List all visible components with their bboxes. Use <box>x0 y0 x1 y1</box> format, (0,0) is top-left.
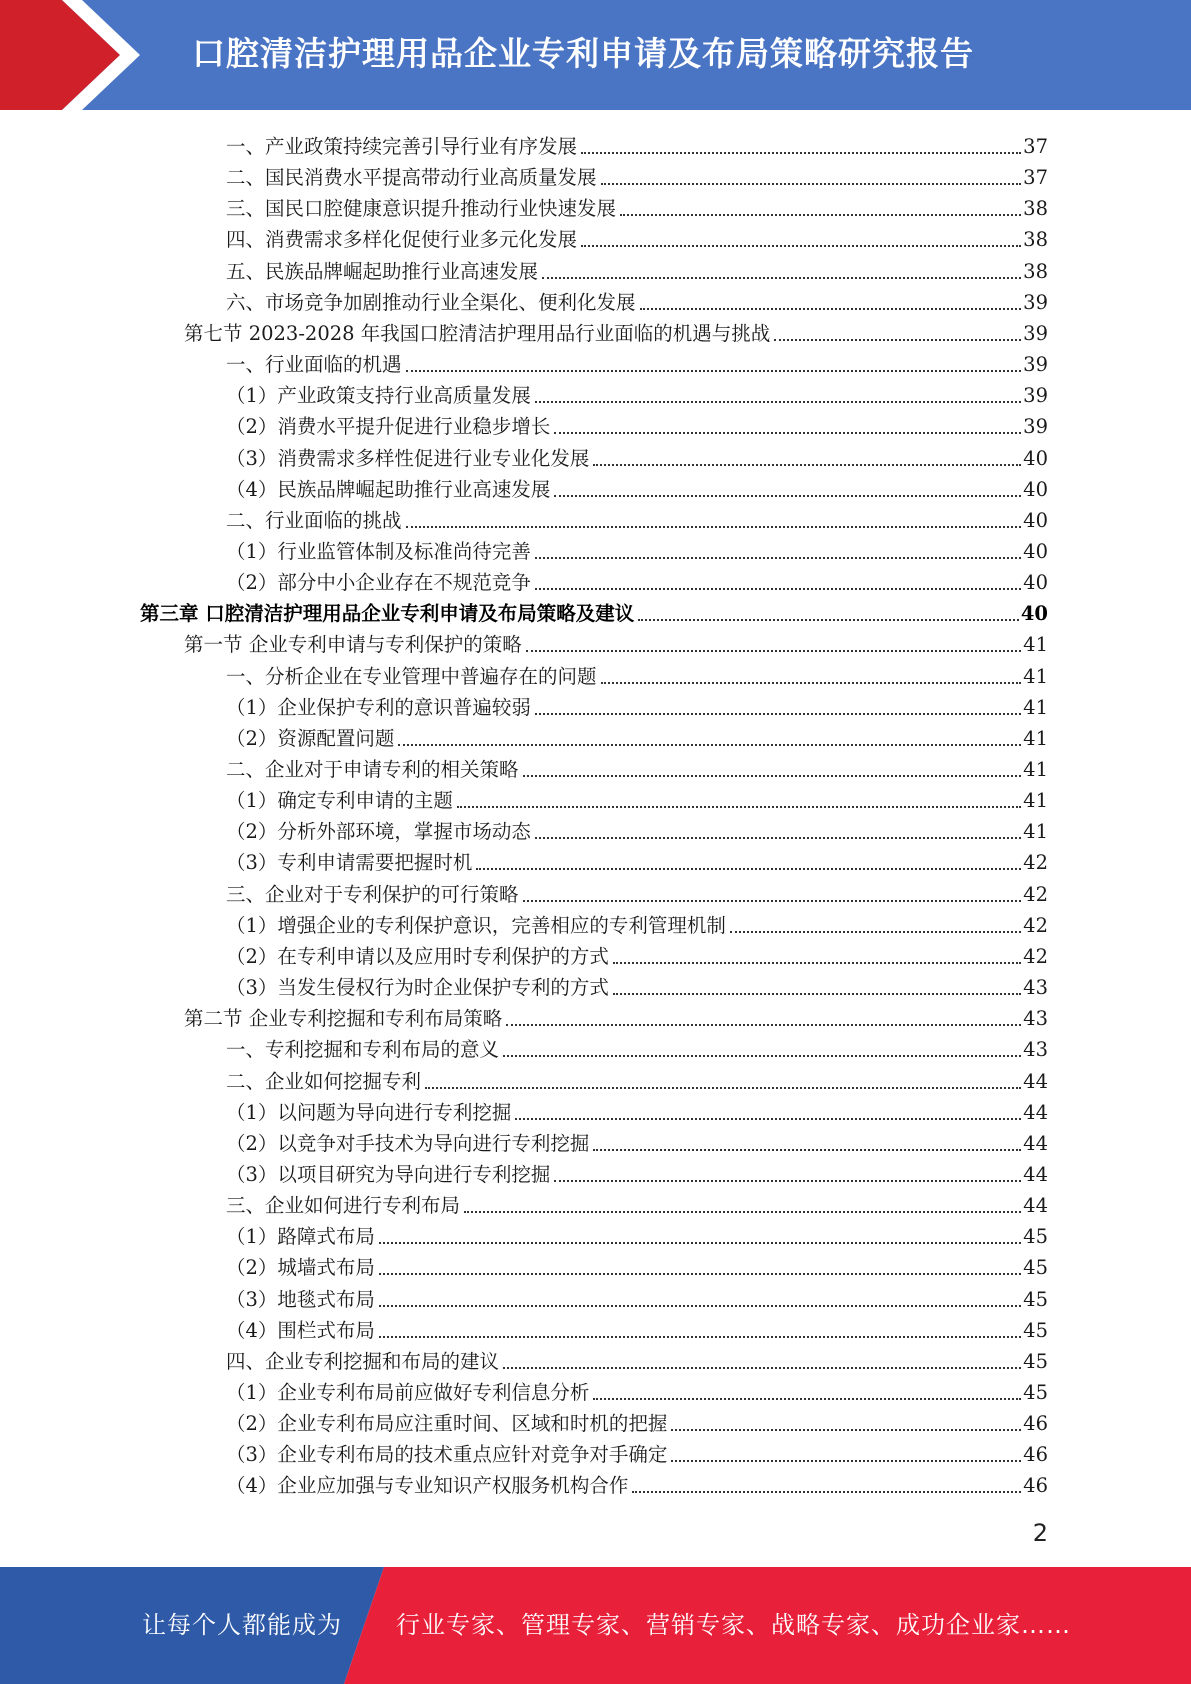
toc-entry[interactable] <box>226 720 1048 751</box>
toc-entry-title: 六、市场竞争加剧推动行业全渠化、便利化发展 <box>226 290 636 314</box>
footer-slogan-right: 行业专家、管理专家、营销专家、战略专家、成功企业家…… <box>396 1611 1071 1639</box>
toc-entry-page: 46 <box>1023 1474 1048 1498</box>
toc-entry[interactable] <box>226 1281 1048 1312</box>
toc-dot-leader <box>601 182 1022 185</box>
toc-entry-title: 一、分析企业在专业管理中普遍存在的问题 <box>226 664 597 688</box>
toc-dot-leader <box>523 774 1022 777</box>
toc-entry-title: （2）城墙式布局 <box>226 1256 375 1280</box>
toc-dot-leader <box>406 525 1022 528</box>
toc-entry[interactable] <box>226 1249 1048 1280</box>
toc-entry[interactable] <box>226 471 1048 502</box>
toc-entry-page: 40 <box>1023 539 1048 563</box>
toc-entry-page: 38 <box>1023 228 1048 252</box>
toc-entry-page: 44 <box>1023 1131 1048 1155</box>
toc-dot-leader <box>601 681 1022 684</box>
toc-entry[interactable] <box>226 1063 1048 1094</box>
toc-entry[interactable] <box>226 128 1048 159</box>
toc-dot-leader <box>613 992 1021 995</box>
toc-dot-leader <box>379 1304 1021 1307</box>
toc-entry-title: （2）分析外部环境，掌握市场动态 <box>226 820 531 844</box>
page-footer <box>0 1567 1191 1684</box>
toc-entry[interactable] <box>226 1374 1048 1405</box>
toc-dot-leader <box>640 307 1022 310</box>
toc-entry-title: 三、国民口腔健康意识提升推动行业快速发展 <box>226 197 617 221</box>
toc-dot-leader <box>593 1148 1021 1151</box>
toc-entry[interactable] <box>226 533 1048 564</box>
toc-entry-page: 41 <box>1023 726 1048 750</box>
toc-entry-title: （1）产业政策支持行业高质量发展 <box>226 384 531 408</box>
toc-entry[interactable] <box>226 969 1048 1000</box>
toc-entry-page: 41 <box>1023 820 1048 844</box>
toc-entry[interactable] <box>226 440 1048 471</box>
toc-entry[interactable] <box>226 782 1048 813</box>
toc-entry-title: （2）企业专利布局应注重时间、区域和时机的把握 <box>226 1412 668 1436</box>
toc-entry-page: 42 <box>1023 944 1048 968</box>
toc-entry[interactable] <box>226 1436 1048 1467</box>
toc-entry-title: 一、专利挖掘和专利布局的意义 <box>226 1038 500 1062</box>
toc-entry-page: 37 <box>1023 135 1048 158</box>
toc-dot-leader <box>379 1241 1021 1244</box>
toc-entry-page: 45 <box>1023 1256 1048 1280</box>
toc-dot-leader <box>620 213 1021 216</box>
toc-entry-title: 二、企业对于申请专利的相关策略 <box>226 758 519 781</box>
toc-entry[interactable] <box>226 284 1048 315</box>
toc-entry[interactable] <box>226 1125 1048 1156</box>
page-header <box>0 0 1191 110</box>
toc-entry-page: 40 <box>1023 571 1048 595</box>
toc-entry-title: （2）部分中小企业存在不规范竞争 <box>226 571 531 595</box>
toc-dot-leader <box>406 369 1022 372</box>
toc-dot-leader <box>379 1272 1021 1275</box>
toc-dot-leader <box>671 1459 1021 1462</box>
toc-dot-leader <box>523 899 1022 902</box>
toc-entry-title: 四、消费需求多样化促使行业多元化发展 <box>226 228 578 252</box>
toc-entry-title: 第二节 企业专利挖掘和专利布局策略 <box>184 1007 503 1031</box>
toc-entry-page: 40 <box>1023 446 1048 470</box>
footer-slogan-left: 让每个人都能成为 <box>142 1611 342 1639</box>
toc-entry-page: 45 <box>1023 1349 1048 1373</box>
toc-dot-leader <box>671 1428 1021 1431</box>
toc-entry[interactable] <box>226 408 1048 439</box>
toc-dot-leader <box>457 805 1021 808</box>
toc-entry[interactable] <box>226 751 1048 782</box>
toc-dot-leader <box>464 1210 1021 1213</box>
toc-entry-title: （1）行业监管体制及标准尚待完善 <box>226 539 531 563</box>
toc-entry-title: 三、企业对于专利保护的可行策略 <box>226 882 519 906</box>
toc-entry-page: 42 <box>1023 913 1048 937</box>
toc-entry-title: （2）以竞争对手技术为导向进行专利挖掘 <box>226 1131 590 1155</box>
toc-entry[interactable] <box>226 253 1048 284</box>
toc-entry-page: 42 <box>1023 851 1048 875</box>
toc-entry-title: （3）企业专利布局的技术重点应针对竞争对手确定 <box>226 1443 668 1467</box>
toc-entry[interactable] <box>226 1343 1048 1374</box>
toc-dot-leader <box>476 867 1021 870</box>
toc-entry[interactable] <box>226 221 1048 252</box>
toc-entry[interactable] <box>226 1031 1048 1062</box>
toc-dot-leader <box>379 1335 1021 1338</box>
toc-entry[interactable] <box>226 1187 1048 1218</box>
toc-entry-page: 45 <box>1023 1318 1048 1342</box>
toc-entry-page: 43 <box>1023 1038 1048 1062</box>
toc-entry-page: 46 <box>1023 1412 1048 1436</box>
toc-entry[interactable] <box>226 938 1048 969</box>
toc-entry-title: 一、产业政策持续完善引导行业有序发展 <box>226 135 578 158</box>
toc-dot-leader <box>554 431 1021 434</box>
toc-entry[interactable] <box>226 876 1048 907</box>
toc-entry[interactable] <box>226 377 1048 408</box>
toc-entry-page: 41 <box>1023 789 1048 813</box>
toc-entry[interactable] <box>226 689 1048 720</box>
toc-entry-title: 二、行业面临的挑战 <box>226 508 402 532</box>
toc-entry[interactable] <box>226 813 1048 844</box>
toc-entry-title: 二、国民消费水平提高带动行业高质量发展 <box>226 166 597 190</box>
toc-entry-page: 44 <box>1023 1162 1048 1186</box>
toc-entry-title: （1）企业保护专利的意识普遍较弱 <box>226 695 531 719</box>
toc-entry-title: 第三章 口腔清洁护理用品企业专利申请及布局策略及建议 <box>140 602 635 626</box>
toc-entry[interactable] <box>226 658 1048 689</box>
toc-entry-page: 45 <box>1023 1225 1048 1249</box>
toc-dot-leader <box>503 1366 1021 1369</box>
toc-entry-page: 43 <box>1023 976 1048 1000</box>
toc-entry-page: 41 <box>1023 664 1048 688</box>
toc-entry-title: 一、行业面临的机遇 <box>226 353 402 377</box>
toc-dot-leader <box>503 1054 1021 1057</box>
toc-entry-page: 41 <box>1023 758 1048 781</box>
toc-entry[interactable] <box>226 1405 1048 1436</box>
toc-entry-chapter[interactable] <box>140 595 1048 626</box>
toc-dot-leader <box>593 463 1021 466</box>
toc-entry-title: （3）当发生侵权行为时企业保护专利的方式 <box>226 976 609 1000</box>
toc-dot-leader <box>535 400 1021 403</box>
toc-entry-title: （3）专利申请需要把握时机 <box>226 851 473 875</box>
toc-entry[interactable] <box>226 907 1048 938</box>
toc-dot-leader <box>398 743 1021 746</box>
toc-entry-title: （1）企业专利布局前应做好专利信息分析 <box>226 1381 590 1404</box>
toc-entry-title: （4）民族品牌崛起助推行业高速发展 <box>226 477 551 501</box>
toc-entry-title: 四、企业专利挖掘和布局的建议 <box>226 1349 500 1373</box>
toc-entry[interactable] <box>226 844 1048 875</box>
report-title: 口腔清洁护理用品企业专利申请及布局策略研究报告 <box>192 34 974 73</box>
toc-entry-page: 46 <box>1023 1443 1048 1467</box>
toc-entry[interactable] <box>226 1312 1048 1343</box>
toc-dot-leader <box>593 1397 1021 1400</box>
toc-dot-leader <box>581 151 1021 154</box>
toc-entry[interactable] <box>226 190 1048 221</box>
toc-dot-leader <box>730 930 1021 933</box>
toc-entry[interactable] <box>226 1156 1048 1187</box>
toc-entry[interactable] <box>226 159 1048 190</box>
toc-entry-page: 45 <box>1023 1381 1048 1404</box>
toc-entry-page: 44 <box>1023 1194 1048 1218</box>
toc-entry-title: （3）以项目研究为导向进行专利挖掘 <box>226 1162 551 1186</box>
toc-entry-page: 45 <box>1023 1287 1048 1311</box>
toc-entry-title: 二、企业如何挖掘专利 <box>226 1069 422 1093</box>
page-number: 2 <box>1032 1519 1048 1547</box>
toc-dot-leader <box>526 649 1021 652</box>
toc-entry[interactable] <box>226 1218 1048 1249</box>
toc-entry-title: （1）确定专利申请的主题 <box>226 789 453 813</box>
toc-entry-page: 39 <box>1023 353 1048 377</box>
toc-entry-title: （2）消费水平提升促进行业稳步增长 <box>226 415 551 439</box>
toc-entry-title: （4）围栏式布局 <box>226 1318 375 1342</box>
toc-dot-leader <box>581 244 1021 247</box>
toc-entry-page: 37 <box>1023 166 1048 190</box>
toc-dot-leader <box>554 1179 1021 1182</box>
toc-entry-section[interactable] <box>184 315 1048 346</box>
toc-dot-leader <box>535 836 1021 839</box>
toc-entry-title: （1）路障式布局 <box>226 1225 375 1249</box>
toc-entry[interactable] <box>226 346 1048 377</box>
toc-entry[interactable] <box>226 1467 1048 1498</box>
toc-entry-title: （2）资源配置问题 <box>226 726 395 750</box>
toc-dot-leader <box>535 587 1021 590</box>
toc-entry-title: （1）以问题为导向进行专利挖掘 <box>226 1100 512 1124</box>
toc-entry[interactable] <box>226 1094 1048 1125</box>
toc-entry-page: 42 <box>1023 882 1048 906</box>
toc-entry-page: 40 <box>1023 508 1048 532</box>
toc-entry-title: 第七节 2023-2028 年我国口腔清洁护理用品行业面临的机遇与挑战 <box>184 321 771 345</box>
toc-entry-page: 40 <box>1023 477 1048 501</box>
toc-entry-title: （3）地毯式布局 <box>226 1287 375 1311</box>
toc-entry-page: 39 <box>1023 321 1048 345</box>
toc-entry-title: 第一节 企业专利申请与专利保护的策略 <box>184 633 522 657</box>
toc-dot-leader <box>535 712 1021 715</box>
toc-dot-leader <box>425 1086 1021 1089</box>
toc-entry[interactable] <box>226 564 1048 595</box>
toc-entry-page: 41 <box>1023 633 1048 657</box>
toc-dot-leader <box>554 494 1021 497</box>
toc-entry-page: 44 <box>1023 1069 1048 1093</box>
toc-entry-title: （2）在专利申请以及应用时专利保护的方式 <box>226 944 609 968</box>
toc-entry-page: 38 <box>1023 259 1048 283</box>
toc-entry-page: 38 <box>1023 197 1048 221</box>
toc-entry-title: 五、民族品牌崛起助推行业高速发展 <box>226 259 539 283</box>
toc-dot-leader <box>535 556 1021 559</box>
toc-dot-leader <box>515 1117 1021 1120</box>
toc-dot-leader <box>613 961 1021 964</box>
toc-entry-title: （1）增强企业的专利保护意识，完善相应的专利管理机制 <box>226 913 726 937</box>
toc-entry-page: 44 <box>1023 1100 1048 1124</box>
toc-entry-page: 39 <box>1023 415 1048 439</box>
toc-entry-title: 三、企业如何进行专利布局 <box>226 1194 461 1218</box>
toc-entry-title: （3）消费需求多样性促进行业专业化发展 <box>226 446 590 470</box>
toc-dot-leader <box>632 1490 1021 1493</box>
toc-entry-page: 41 <box>1023 695 1048 719</box>
toc-dot-leader <box>542 276 1021 279</box>
toc-entry-page: 39 <box>1023 384 1048 408</box>
toc-entry-page: 40 <box>1020 602 1048 626</box>
toc-dot-leader <box>774 338 1021 341</box>
toc-entry-page: 43 <box>1023 1007 1048 1031</box>
toc-entry-section[interactable] <box>184 626 1048 657</box>
toc-entry[interactable] <box>226 502 1048 533</box>
toc-dot-leader <box>638 618 1019 621</box>
toc-entry-section[interactable] <box>184 1000 1048 1031</box>
toc-entry-page: 39 <box>1023 290 1048 314</box>
toc-entry-title: （4）企业应加强与专业知识产权服务机构合作 <box>226 1474 629 1498</box>
toc-dot-leader <box>506 1023 1021 1026</box>
